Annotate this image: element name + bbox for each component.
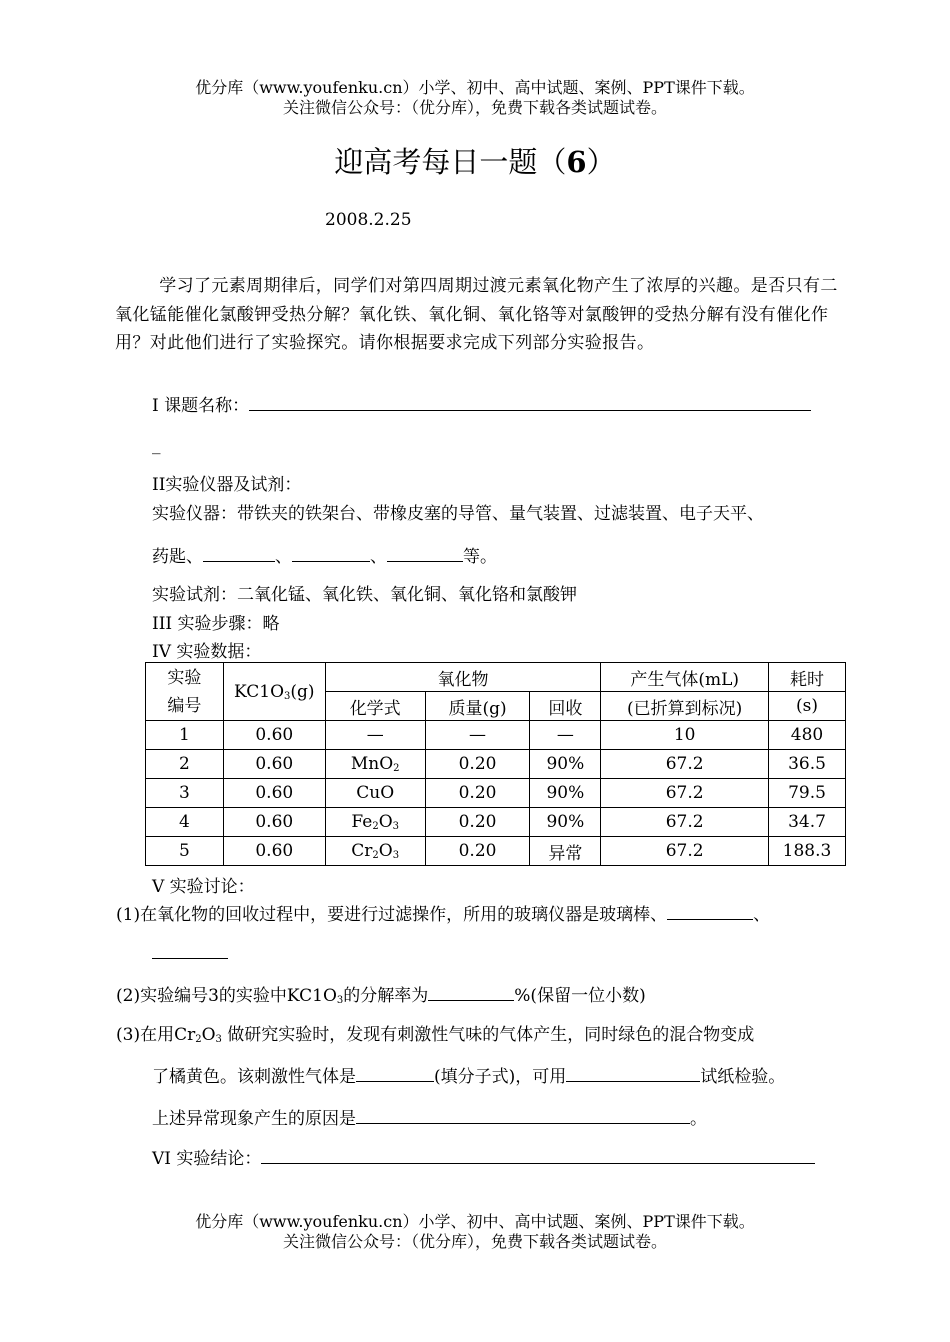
- reagents-line: 实验试剂：二氧化锰、氧化铁、氧化铜、氧化铬和氯酸钾: [152, 585, 577, 605]
- instrument-blank-2[interactable]: [292, 543, 370, 562]
- header-line-2: 关注微信公众号：（优分库），免费下载各类试题试卷。: [282, 98, 667, 117]
- section-1-tail: _: [152, 435, 161, 455]
- instrument-blank-3[interactable]: [387, 543, 463, 562]
- data-table: [145, 662, 846, 866]
- table-row: 2 0.60 MnO$_2$ 0.20 90% 67.2 36.5: [146, 750, 846, 779]
- header-time-unit: (s): [769, 692, 846, 721]
- intro-paragraph: 学习了元素周期律后，同学们对第四周期过渡元素氧化物产生了浓厚的兴趣。是否只有二氧化锰能催化氯酸钾受热分解？氧化铁、氧化铜、氧化铬等对氯酸钾的受热分解有没有催化作用？对此他们进行了实验探究。请你根据要求完成下列部分实验报告。: [115, 276, 838, 354]
- glass-blank-2[interactable]: [152, 958, 228, 959]
- header-formula: 化学式: [325, 692, 425, 721]
- gas-formula-blank[interactable]: [356, 1063, 434, 1082]
- topic-blank[interactable]: [249, 392, 811, 411]
- header-exp-no: 实验 编号: [146, 663, 224, 721]
- glass-blank-1[interactable]: [667, 901, 753, 920]
- question-2: (2)实验编号3的实验中$KC1O_3$的分解率为 %(保留一位小数): [116, 981, 646, 1006]
- header-recover: 回收: [530, 692, 601, 721]
- header-gas: 产生气体(mL): [601, 663, 769, 692]
- question-3-cont: 了橘黄色。该刺激性气体是 (填分子式)，可用 试纸检验。: [152, 1062, 785, 1087]
- header-time: 耗时: [769, 663, 846, 692]
- section-4: IV 实验数据：: [152, 642, 262, 662]
- table-row: 5 0.60 $Cr_2O_3$ 0.20 异常 67.2 188.3: [146, 837, 846, 866]
- test-paper-blank[interactable]: [566, 1063, 700, 1082]
- section-6: VI 实验结论：: [152, 1144, 815, 1169]
- question-3: (3)在用$Cr_2O_3$ 做研究实验时，发现有刺激性气味的气体产生，同时绿色的混合物变成: [116, 1025, 755, 1045]
- instruments-cont: 药匙、 、 、 等。: [152, 542, 497, 567]
- footer-line-1: 优分库（www.youfenku.cn）小学、初中、高中试题、案例、PPT课件下载。: [195, 1212, 755, 1231]
- page-title: 迎高考每日一题（6）: [334, 145, 616, 179]
- date: 2008.2.25: [325, 210, 412, 230]
- instruments-line: 实验仪器：带铁夹的铁架台、带橡皮塞的导管、量气装置、过滤装置、电子天平、: [152, 504, 764, 524]
- header-mass: 质量(g): [425, 692, 530, 721]
- decomp-rate-blank[interactable]: [428, 982, 514, 1001]
- table-row: 1 0.60 — — — 10 480: [146, 721, 846, 750]
- header-oxide: 氧化物: [325, 663, 601, 692]
- header-gas-note: (已折算到标况): [601, 692, 769, 721]
- footer-line-2: 关注微信公众号：（优分库），免费下载各类试题试卷。: [282, 1232, 667, 1251]
- table-row: 4 0.60 $Fe_2O_3$ 0.20 90% 67.2 34.7: [146, 808, 846, 837]
- header-kclo3: $KC1O_3(g)$: [223, 663, 325, 721]
- table-row: 3 0.60 CuO 0.20 90% 67.2 79.5: [146, 779, 846, 808]
- header-line-1: 优分库（www.youfenku.cn）小学、初中、高中试题、案例、PPT课件下载。: [195, 78, 755, 97]
- question-3-reason: 上述异常现象产生的原因是 。: [152, 1104, 707, 1129]
- reason-blank[interactable]: [356, 1105, 690, 1124]
- section-1: I 课题名称：: [152, 391, 811, 416]
- section-2-title: II实验仪器及试剂：: [152, 475, 302, 495]
- question-1: (1)在氧化物的回收过程中，要进行过滤操作，所用的玻璃仪器是玻璃棒、 、: [116, 900, 770, 925]
- instrument-blank-1[interactable]: [203, 543, 275, 562]
- conclusion-blank[interactable]: [261, 1145, 815, 1164]
- section-3: III 实验步骤：略: [152, 614, 280, 634]
- section-5: V 实验讨论：: [152, 877, 255, 897]
